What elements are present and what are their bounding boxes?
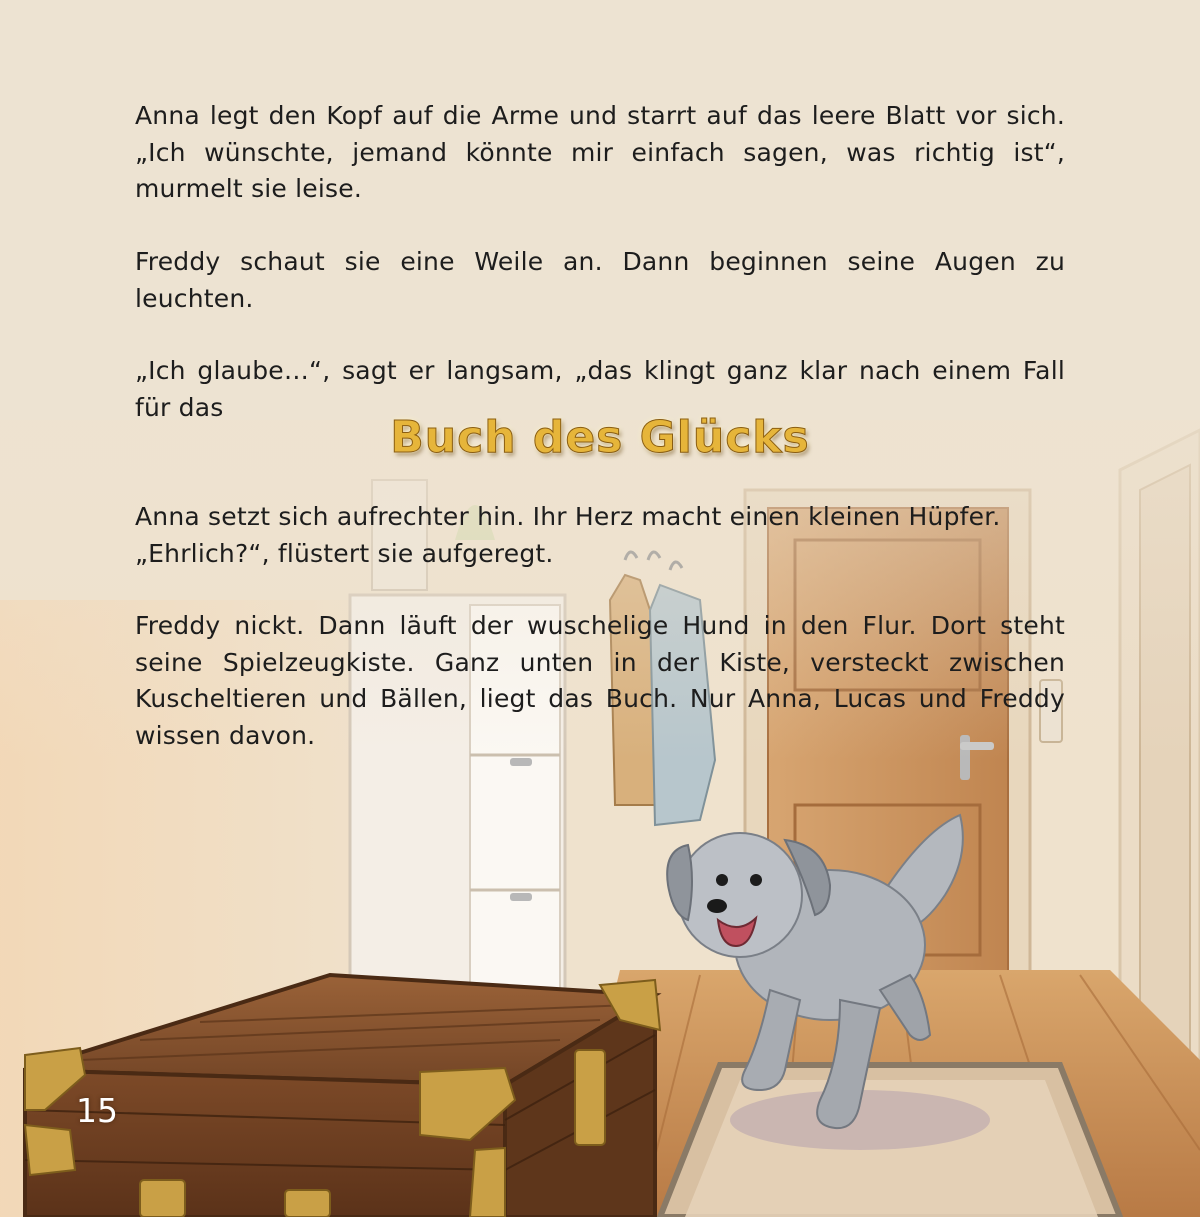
paragraph-4-line-2: „Ehrlich?“, flüstert sie aufgeregt.: [135, 538, 554, 568]
paragraph-5: Freddy nickt. Dann läuft der wuschelige Hund in den Flur. Dort steht seine Spielzeugkiste. Ganz unten in der Kiste, versteckt zwischen Kuscheltieren und Bällen, liegt das Buch. Nur Anna, Lucas und Freddy wissen davon.: [135, 611, 1065, 750]
paragraph-4-line-1: Anna setzt sich aufrechter hin. Ihr Herz macht einen kleinen Hüpfer.: [135, 502, 1001, 531]
book-title: Buch des Glücks: [390, 412, 810, 463]
paragraph-4: [135, 499, 1065, 572]
paragraph-1: Anna legt den Kopf auf die Arme und starrt auf das leere Blatt vor sich. „Ich wünschte, jemand könnte mir einfach sagen, was richtig ist“, murmelt sie leise.: [135, 101, 1065, 203]
paragraph-2: Freddy schaut sie eine Weile an. Dann beginnen seine Augen zu leuchten.: [135, 247, 1065, 313]
paragraph-3: „Ich glaube…“, sagt er langsam, „das klingt ganz klar nach einem Fall für das: [135, 356, 1065, 422]
page-number: 15: [76, 1091, 118, 1130]
